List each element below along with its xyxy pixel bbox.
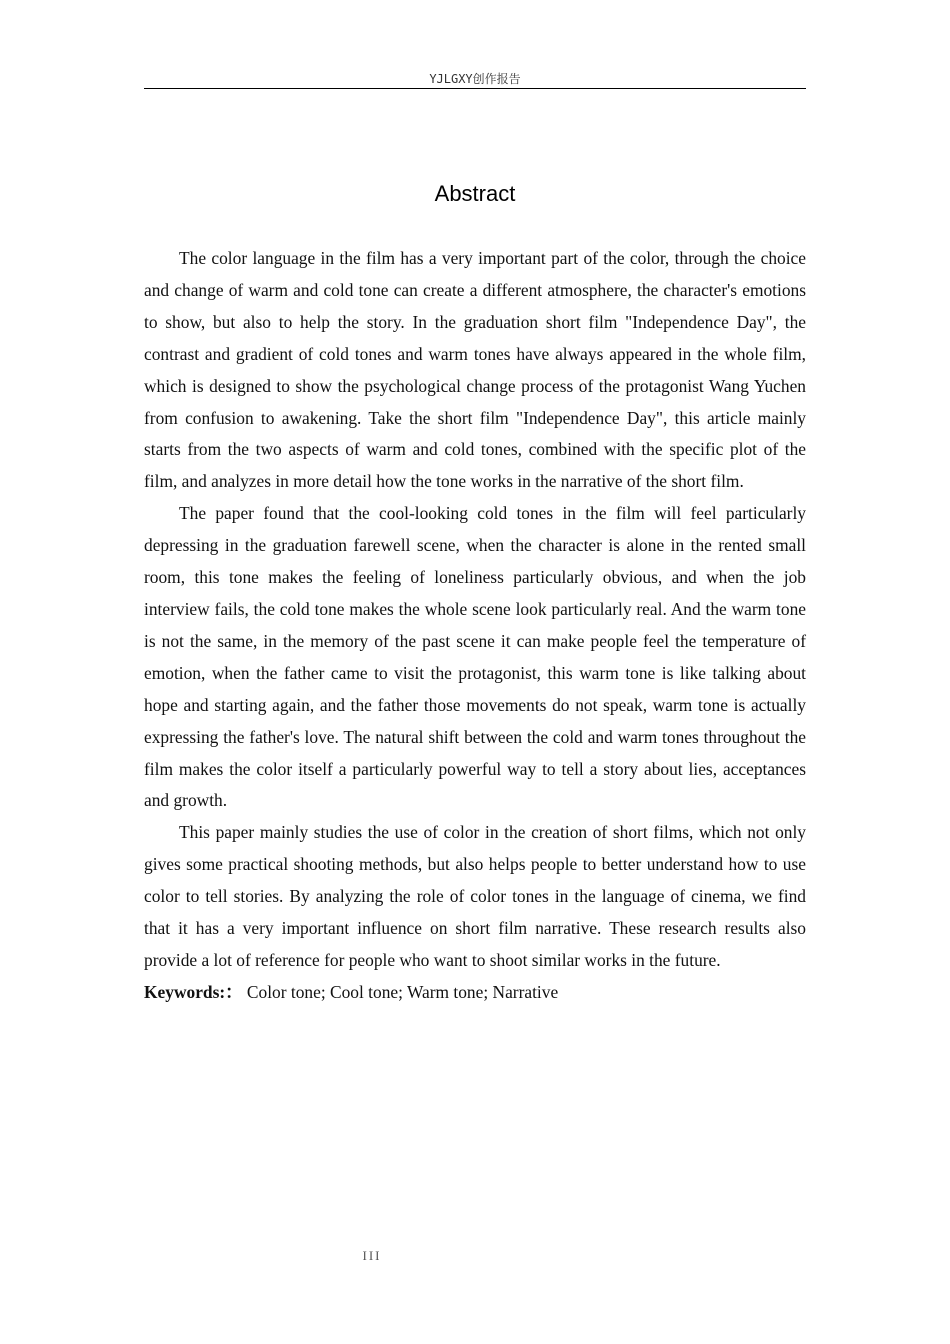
abstract-title: Abstract <box>434 181 516 206</box>
abstract-paragraph-2: The paper found that the cool-looking cold tones in the film will feel particularly depressing in the graduation farewell scene, when the character is alone in the rented small room, this tone makes the feeling of loneliness particularly obvious, and when the job interview fails, the cold tone makes the whole scene look particularly real. And the warm tone is not the same, in the memory of the past scene it can make people feel the temperature of emotion, when the father came to visit the protagonist, this warm tone is like talking about hope and starting again, and the father those movements do not speak, warm tone is actually expressing the father's love. The natural shift between the cold and warm tones throughout the film makes the color itself a particularly powerful way to tell a story about lies, acceptances and growth. <box>144 503 806 811</box>
keywords-separator: ： <box>225 981 243 1002</box>
keywords-value: Color tone; Cool tone; Warm tone; Narrative <box>246 981 559 1002</box>
running-header <box>144 70 806 89</box>
running-header-text: YJLGXY创作报告 <box>429 72 521 86</box>
abstract-paragraph-3: This paper mainly studies the use of color in the creation of short films, which not only gives some practical shooting methods, but also helps people to better understand how to use color to tell stories. By analyzing the role of color tones in the language of cinema, we find that it has a very important influence on short film narrative. These research results also provide a lot of reference for people who want to shoot similar works in the future. <box>144 822 806 970</box>
abstract-body <box>144 243 806 1009</box>
page-number: III <box>362 1248 382 1263</box>
keywords-label: Keywords: <box>144 981 226 1002</box>
keywords-line <box>144 977 806 1009</box>
abstract-paragraph-1: The color language in the film has a very important part of the color, through the choice and change of warm and cold tone can create a different atmosphere, the character's emotions to show, but also to help the story. In the graduation short film "Independence Day", the contrast and gradient of cold tones and warm tones have always appeared in the whole film, which is designed to show the psychological change process of the protagonist Wang Yuchen from confusion to awakening. Take the short film "Independence Day", this article mainly starts from the two aspects of warm and cold tones, combined with the specific plot of the film, and analyzes in more detail how the tone works in the narrative of the short film. <box>144 248 806 492</box>
